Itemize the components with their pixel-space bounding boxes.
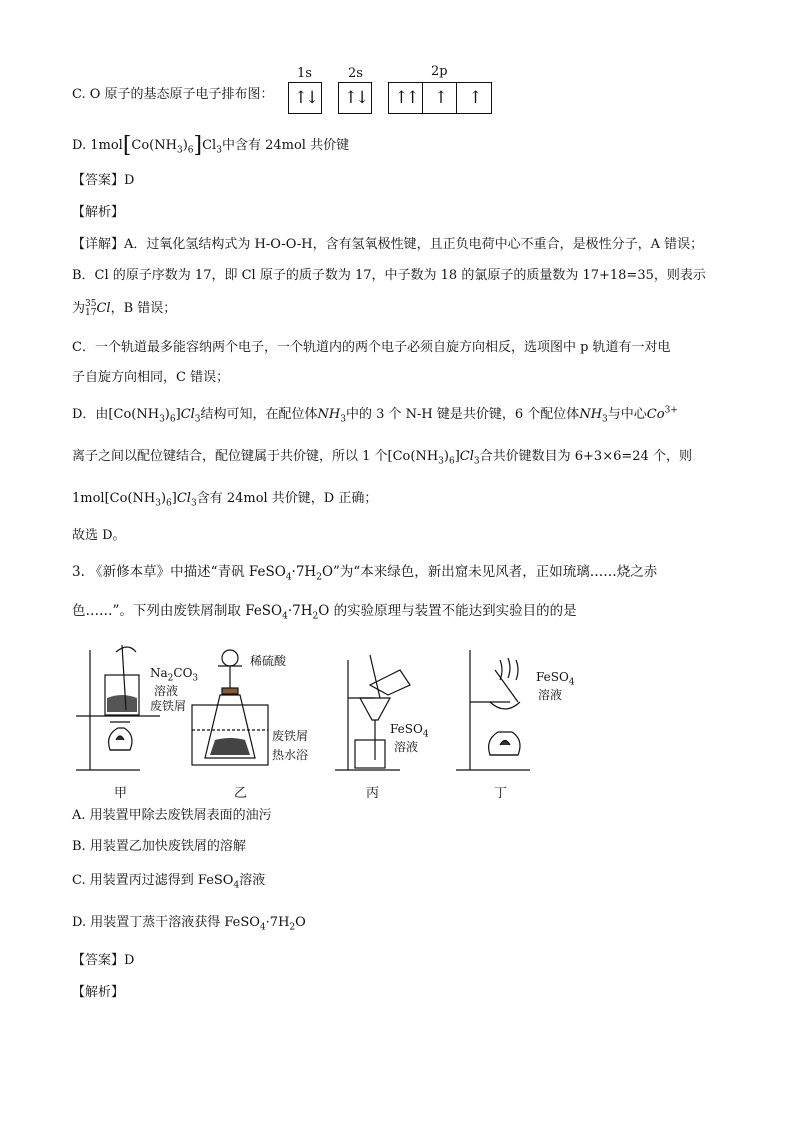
analysis-label-2: 【解析】 (72, 985, 125, 1000)
caption-yi: 乙 (234, 786, 248, 801)
detail-c2: 子自旋方向相同，C 错误； (72, 370, 230, 385)
caption-bing: 丙 (366, 786, 380, 801)
orbital-label-2s: 2s (348, 66, 363, 81)
answer-label-2: 【答案】D (72, 953, 135, 968)
option-c-text: C. O 原子的基态原子电子排布图： (72, 87, 274, 102)
detail-b1: B．Cl 的原子序数为 17，即 Cl 原子的质子数为 17，中子数为 18 的氯原子的质量数为 17+18=35，则表示 (72, 268, 706, 283)
orbital-cell: ↑ (468, 88, 480, 108)
orbital-box-2p (388, 82, 492, 114)
q3-line2: 色……”。下列由废铁屑制取 $FeSO_4\cdot 7H_2O$ 的实验原理与装置不能达到实验目的的是 (72, 603, 577, 622)
q3-line1: 3. 《新修本草》中描述“青矾 $FeSO_4\cdot 7H_2O$”为“本来绿色，新出窟未见风者，正如琉璃……烧之赤 (72, 564, 658, 583)
ding-label-feso4: FeSO$_4$ (536, 670, 575, 688)
orbital-cell: ↑↑ (389, 83, 423, 113)
choice-d: D. 用装置丁蒸干溶液获得 $FeSO_4\cdot 7H_2O$ (72, 915, 306, 933)
detail-d3: $1mol[Co(NH_3)_6]Cl_3$含有 24mol 共价键，D 正确； (72, 491, 378, 509)
orbital-cell: ↑ (423, 83, 457, 113)
detail-a: 【详解】A．过氧化氢结构式为 H-O-O-H，含有氢氧极性键，且正负电荷中心不重合，是极性分子，A 错误； (72, 237, 704, 252)
orbital-box-2s (338, 82, 372, 114)
orbital-box-1s (288, 82, 322, 114)
yi-label-acid: 稀硫酸 (250, 654, 287, 668)
apparatus-ding (456, 650, 530, 770)
choice-b: B. 用装置乙加快废铁屑的溶解 (72, 839, 246, 854)
orbital-label-1s: 1s (297, 66, 312, 81)
detail-d2: 离子之间以配位键结合，配位键属于共价键，所以 1 个$[Co(NH_3)_6]Cl_3$合共价键数目为 6+3×6=24 个，则 (72, 449, 692, 467)
orbital-cell: ↑↓ (343, 88, 367, 108)
jia-label-reagent: $Na_2CO_3$ (150, 666, 199, 684)
jia-label-scrap: 废铁屑 (150, 699, 187, 713)
answer-label-1: 【答案】D (72, 173, 135, 188)
bing-label-feso4: FeSO$_4$ (390, 722, 429, 740)
bing-label-solution: 溶液 (394, 740, 419, 754)
yi-label-scrap: 废铁屑 (272, 729, 309, 743)
detail-d1: D．由$[Co(NH_3)_6]Cl_3$结构可知，在配位体$NH_3$中的 3 个 N-H 键是共价键，6 个配位体$NH_3$与中心$Co^{3+}$ (72, 405, 678, 425)
caption-ding: 丁 (494, 786, 508, 801)
detail-c1: C．一个轨道最多能容纳两个电子，一个轨道内的两个电子必须自旋方向相反，选项图中 p 轨道有一对电 (72, 340, 671, 355)
jia-label-solution: 溶液 (154, 684, 179, 698)
caption-jia: 甲 (114, 786, 128, 801)
ding-label-solution: 溶液 (538, 688, 563, 702)
detail-b2: 为 35 17 Cl，B 错误； (72, 298, 177, 318)
apparatus-figure (70, 640, 550, 780)
orbital-label-2p: 2p (431, 64, 448, 79)
analysis-label-1: 【解析】 (72, 205, 125, 220)
choice-a: A. 用装置甲除去废铁屑表面的油污 (72, 808, 272, 823)
option-d-text: D. $1mol[Co(NH_3)_6]Cl_3$中含有 24mol 共价键 (72, 133, 350, 158)
apparatus-jia (76, 645, 160, 770)
yi-label-bath: 热水浴 (272, 748, 309, 762)
detail-final: 故选 D。 (72, 528, 126, 543)
choice-c: C. 用装置丙过滤得到 FeSO$_4$溶液 (72, 873, 266, 891)
orbital-cell: ↑↓ (293, 88, 317, 108)
